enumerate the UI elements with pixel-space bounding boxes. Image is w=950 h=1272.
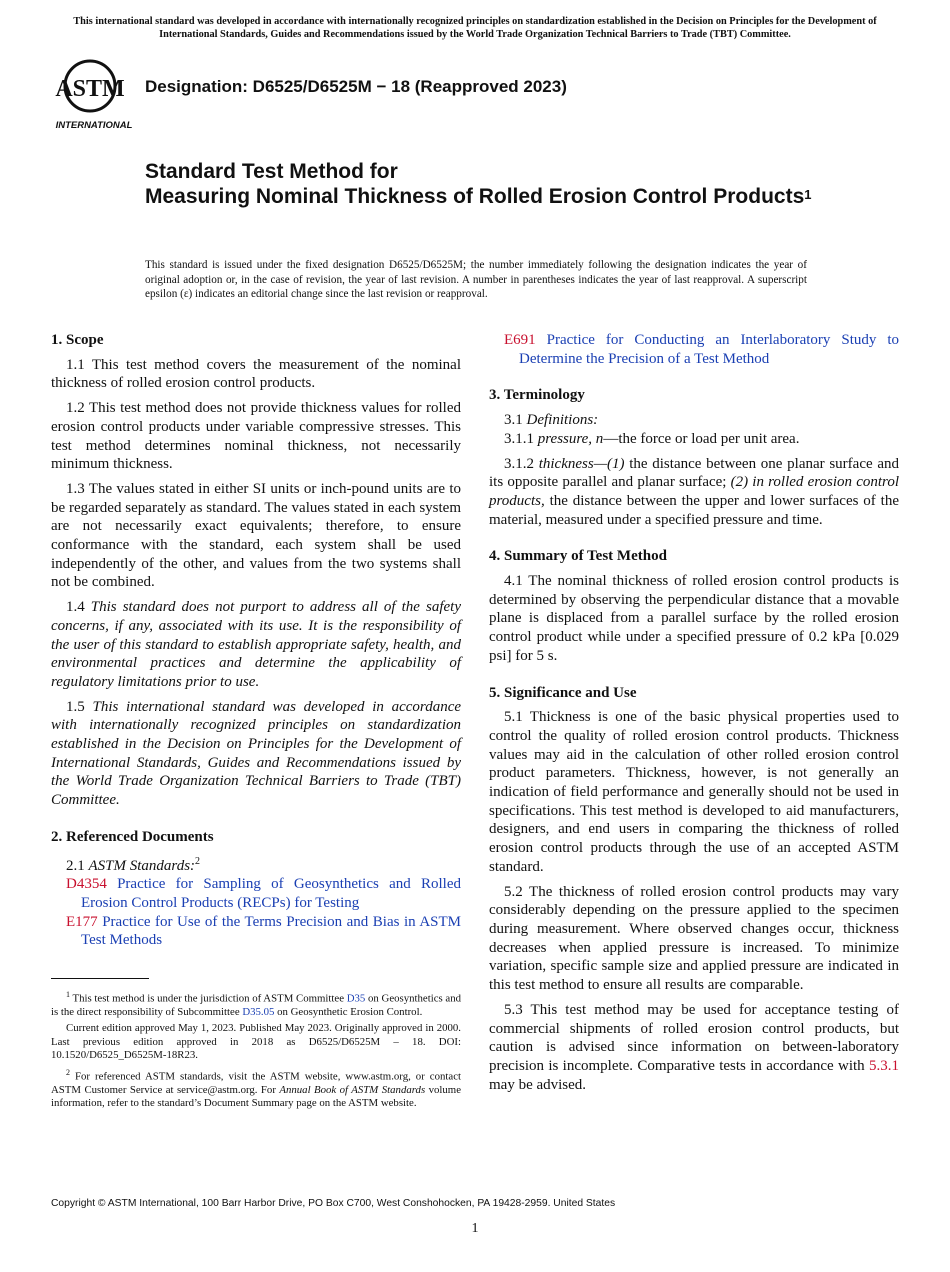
left-column (51, 331, 461, 950)
intro-paragraph: This standard is issued under the fixed designation D6525/D6525M; the number immediately following the designation indicates the year of original adoption or, in the case of revision, the year of last revision. A number in parentheses indicates the year of last reapproval. A superscript epsilon (ε) indicates an editorial change since the last revision or reapproval. (145, 259, 807, 301)
ref-e691[interactable]: E691 Practice for Conducting an Interlaboratory Study to Determine the Precision of a Test Method (504, 332, 899, 367)
link-d35-05[interactable]: D35.05 (242, 1006, 275, 1018)
footnote-divider (51, 978, 149, 979)
para-5-1: 5.1 Thickness is one of the basic physical properties used to control the quality of rolled erosion control products. Thickness values may aid in the calculation of other rolled erosion control product parameters. Thickness, however, is not generally an indication of field performance and generally should not be used in specifications. This test method is developed to aid manufacturers, designers, and end users in comparing the thickness of rolled erosion control products through the use of an accepted ASTM standard. (489, 709, 899, 875)
ref-d4354[interactable]: D4354 Practice for Sampling of Geosynthetics and Rolled Erosion Control Products (RECPs) for Testing (66, 876, 461, 911)
astm-logo (52, 56, 136, 132)
references-heading: 2. Referenced Documents (51, 828, 214, 845)
para-1-4: 1.4 This standard does not purport to address all of the safety concerns, if any, associated with its use. It is the responsibility of the user of this standard to establish appropriate safety, health, and environmental practices and determine the applicability of regulatory limitations prior to use. (51, 599, 461, 690)
link-d35[interactable]: D35 (346, 992, 366, 1005)
para-5-2: 5.2 The thickness of rolled erosion control products may vary considerably depending on the pressure applied to the specimen during measurement. Where observed changes occur, thickness decreases when applied pressure is increased. To minimize variation, specific sample size and applied pressure are indicated in this test method to ensure all results are comparable. (489, 883, 899, 994)
para-1-5: 1.5 This international standard was developed in accordance with internationally recognized principles on standardization established in the Decision on Principles for the Development of International Standards, Guides and Recommendations issued by the World Trade Organization Technical Barriers to Trade (TBT) Committee. (51, 698, 462, 809)
title-footnote-mark[interactable]: 1 (804, 187, 812, 202)
para-1-1: 1.1 This test method covers the measurement of the nominal thickness of rolled erosion control products. (51, 356, 461, 392)
footnote-edition: Current edition approved May 1, 2023. Published May 2023. Originally approved in 2000. Last previous edition approved in 2018 as D6525/D6525M – 18. DOI: 10.1520/D6525_D6525M-18R23. (51, 1022, 461, 1062)
copyright: Copyright © ASTM International, 100 Barr Harbor Drive, PO Box C700, West Conshohocken, PA 19428-2959. United States (51, 1198, 616, 1209)
para-5-3: 5.3 This test method may be used for acceptance testing of commercial shipments of rolled erosion control products, but caution is advised since information on between-laboratory precision is incomplete. Comparative tests in accordance with 5.3.1 may be advised. (489, 1001, 899, 1093)
para-3-1-1: 3.1.1 pressure, n—the force or load per unit area. (504, 430, 800, 447)
significance-heading: 5. Significance and Use (489, 684, 637, 701)
ref-e177[interactable]: E177 Practice for Use of the Terms Precision and Bias in ASTM Test Methods (66, 913, 462, 949)
para-1-3: 1.3 The values stated in either SI units or inch-pound units are to be regarded separately as standard. The values stated in each system are not necessarily exact equivalents; therefore, to ensure conformance with the standard, each system shall be used independently of the other, and values from the two systems shall not be combined. (51, 480, 461, 591)
para-3-1-2: 3.1.2 thickness—(1) the distance between one planar surface and its opposite parallel and planar surface; (2) in rolled erosion control products, the distance between the upper and lower surfaces of the material, measured under a specified pressure and time. (489, 455, 900, 528)
para-1-2: 1.2 This test method does not provide thickness values for rolled erosion control products under variable compressive stresses. This test method determines nominal thickness, not necessarily minimum thickness. (51, 400, 461, 473)
para-2-1: 2.1 ASTM Standards:$^2$ (66, 855, 201, 874)
summary-heading: 4. Summary of Test Method (489, 548, 667, 565)
page-number: 1 (471, 1221, 479, 1236)
para-4-1: 4.1 The nominal thickness of rolled erosion control products is determined by observing the perpendicular distance that a movable plane is displaced from a parallel surface by the rolled erosion control product while under a specified pressure of 0.2 kPa [0.029 psi] for 5 s. (489, 573, 899, 664)
logo-text: ASTM (55, 76, 125, 102)
designation: Designation: D6525/D6525M − 18 (Reapproved 2023) (145, 77, 567, 96)
link-5-3-1[interactable]: 5.3.1 (869, 1057, 899, 1074)
scope-heading: 1. Scope (51, 332, 104, 348)
footnote-1: $^1$ This test method is under the jurisdiction of ASTM Committee D35 on Geosynthetics and is the direct responsibility of Subcommittee D35.05 on Geosynthetic Erosion Control. (51, 990, 461, 1018)
para-3-1: 3.1 Definitions: (504, 412, 599, 429)
footnote-2: $^2$ For referenced ASTM standards, visit the ASTM website, www.astm.org, or contact ASTM Customer Service at service@astm.org. For Annual Book of ASTM Standards volume information, refer to the standard’s Document Summary page on the ASTM website. (51, 1067, 461, 1110)
document-title (145, 159, 825, 209)
title-line-2: Measuring Nominal Thickness of Rolled Erosion Control Products (145, 185, 805, 208)
right-column (489, 331, 899, 1100)
footnotes (51, 988, 461, 1113)
logo-subtext: INTERNATIONAL (55, 120, 133, 131)
title-line-1: Standard Test Method for (145, 160, 398, 183)
terminology-heading: 3. Terminology (489, 387, 585, 404)
wto-banner: This international standard was developed in accordance with internationally recognized principles on standardization established in the Decision on Principles for the Development of International Standards, Guides and Recommendations issued by the World Trade Organization Technical Barriers to Trade (TBT) Committee. (73, 16, 877, 40)
